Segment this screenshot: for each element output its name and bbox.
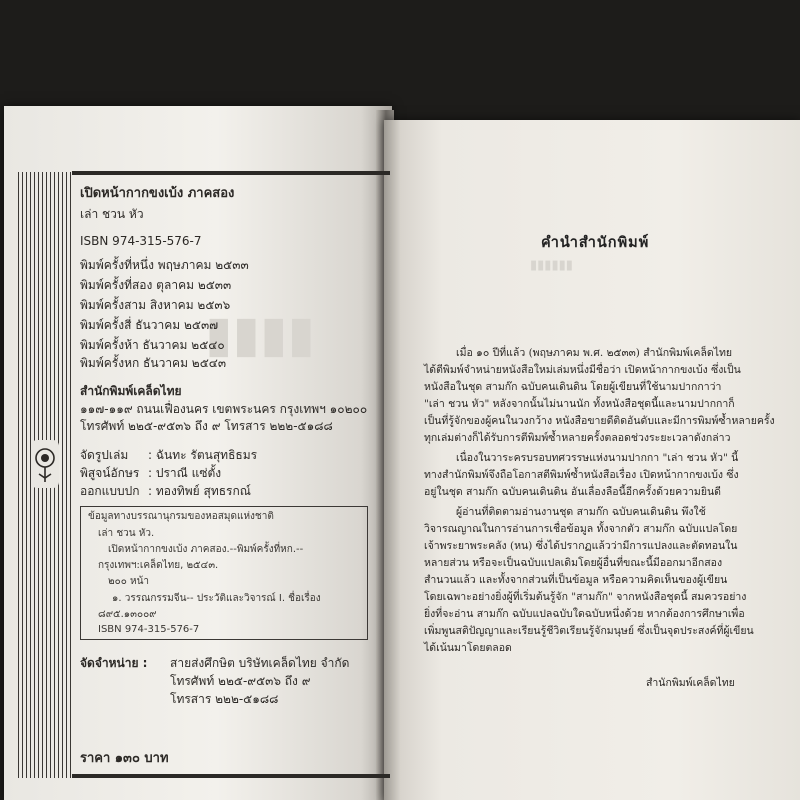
credit-name: : ฉันทะ รัตนสุทธิธมร [148, 448, 258, 462]
foreword-line: เนื่องในวาระครบรอบทศวรรษแห่งนามปากกา "เล่า ชวน หัว" นี้ [456, 452, 739, 464]
cip-line: ISBN 974-315-576-7 [98, 624, 200, 635]
foreword-line: วิจารณญาณในการอ่านการเชื่อข้อมูล ทั้งจากตัว สามก๊ก ฉบับแปลโดย [424, 523, 738, 535]
author-name: เล่า ชวน หัว [80, 207, 144, 221]
isbn: ISBN 974-315-576-7 [80, 234, 202, 248]
foreword-signature: สำนักพิมพ์เคล็ดไทย [646, 677, 735, 689]
credit-role: จัดรูปเล่ม [80, 448, 129, 462]
foreword-title: คำนำสำนักพิมพ์ [541, 235, 650, 251]
foreword-line: เจ้าพระยาพระคลัง (หน) ซึ่งได้ปรากฏแล้วว่ามีการแปลงและตัดทอนใน [424, 540, 738, 552]
cip-line: ๑. วรรณกรรมจีน-- ประวัติและวิจารณ์ I. ชื่อเรื่อง [112, 593, 321, 604]
printing-line: พิมพ์ครั้งสาม สิงหาคม ๒๕๓๖ [80, 298, 231, 312]
price: ราคา ๑๓๐ บาท [80, 751, 169, 766]
foreword-line: อยู่ในชุด สามก๊ก ฉบับคนเดินดิน อันเลื่องลือนี้อีกครั้งด้วยความยินดี [424, 486, 721, 498]
distribution-line: โทรสาร ๒๒๒-๕๑๘๘ [170, 692, 279, 706]
distribution-line: สายส่งศึกษิต บริษัทเคล็ดไทย จำกัด [170, 656, 350, 670]
printing-line: พิมพ์ครั้งสี่ ธันวาคม ๒๕๓๗ [80, 318, 219, 332]
distribution-line: โทรศัพท์ ๒๒๕-๙๕๓๖ ถึง ๙ [170, 674, 311, 688]
cip-line: ๘๙๕.๑๓๐๐๙ [98, 609, 157, 620]
foreword-line: เมื่อ ๑๐ ปีที่แล้ว (พฤษภาคม พ.ศ. ๒๕๓๓) สำนักพิมพ์เคล็ดไทย [456, 347, 733, 359]
credit-role: พิสูจน์อักษร [80, 466, 140, 480]
show-through-text: ▮▮▮▮ [205, 305, 316, 363]
top-rule [72, 171, 390, 175]
foreword-line: เป็นที่รู้จักของผู้คนในวงกว้าง หนังสือขายดีติดอันดับและมีการพิมพ์ซ้ำหลายครั้ง [424, 415, 775, 427]
foreword-line: โดยเฉพาะอย่างยิ่งผู้ที่เริ่มต้นรู้จัก "สามก๊ก" จากหนังสือชุดนี้ สมควรอย่าง [424, 591, 747, 603]
book-title: เปิดหน้ากากขงเบ้ง ภาคสอง [80, 186, 235, 201]
cip-line: ๒๐๐ หน้า [108, 576, 150, 587]
foreword-line: ยิ่งที่จะอ่าน สามก๊ก ฉบับแปลฉบับใดฉบับหนึ่งด้วย หากต้องการศึกษาเพื่อ [424, 608, 745, 620]
foreword-line: ได้เน้นมาโดยตลอด [424, 642, 512, 654]
flower-ornament-icon [31, 440, 59, 488]
printing-line: พิมพ์ครั้งหก ธันวาคม ๒๕๔๓ [80, 356, 227, 370]
publisher-address: ๑๑๗-๑๑๙ ถนนเฟื่องนคร เขตพระนคร กรุงเทพฯ ๑๐๒๐๐ [80, 402, 368, 416]
printing-line: พิมพ์ครั้งที่หนึ่ง พฤษภาคม ๒๕๓๓ [80, 258, 249, 272]
printing-line: พิมพ์ครั้งห้า ธันวาคม ๒๕๔๐ [80, 338, 225, 352]
foreword-line: ได้ตีพิมพ์จำหน่ายหนังสือใหม่เล่มหนึ่งมีชื่อว่า เปิดหน้ากากขงเบ้ง ซึ่งเป็น [424, 364, 741, 376]
foreword-line: หลายส่วน หรือจะเป็นฉบับแปลเดิมโดยผู้อื่นที่ขณะนี้มีออกมาอีกสอง [424, 557, 723, 569]
foreword-line: สำนวนแล้ว และทั้งจากส่วนที่เป็นข้อมูล หรือความคิดเห็นของผู้เขียน [424, 574, 728, 586]
publisher-name: สำนักพิมพ์เคล็ดไทย [80, 384, 182, 398]
foreword-line: ทุกเล่มต่างก็ได้รับการตีพิมพ์ซ้ำหลายครั้งตลอดช่วงระยะเวลาดังกล่าว [424, 432, 731, 444]
foreword-line: "เล่า ชวน หัว" หลังจากนั้นไม่นานนัก ทั้งหนังสือชุดนี้และนามปากกาก็ [424, 398, 735, 410]
credit-name: : ปราณี แซ่ตั้ง [148, 466, 222, 480]
bottom-rule [72, 774, 390, 778]
foreword-line: ผู้อ่านที่ติดตามอ่านงานชุด สามก๊ก ฉบับคนเดินดิน พึงใช้ [456, 506, 706, 518]
distribution-label: จัดจำหน่าย : [80, 656, 148, 670]
foreword-line: ทางสำนักพิมพ์จึงถือโอกาสตีพิมพ์ซ้ำหนังสือเรื่อง เปิดหน้ากากขงเบ้ง ซึ่ง [424, 469, 739, 481]
credit-role: ออกแบบปก [80, 484, 140, 498]
credit-name: : ทองทิพย์ สุทธรกณ์ [148, 484, 251, 498]
cip-line: ข้อมูลทางบรรณานุกรมของหอสมุดแห่งชาติ [88, 511, 274, 522]
foreword-line: เพิ่มพูนสติปัญญาและเรียนรู้ชีวิตเรียนรู้จักมนุษย์ ซึ่งเป็นจุดประสงค์ที่ผู้เขียน [424, 625, 754, 637]
printing-line: พิมพ์ครั้งที่สอง ตุลาคม ๒๕๓๓ [80, 278, 232, 292]
show-through-text: ▮▮▮▮▮▮ [530, 258, 573, 273]
foreword-line: หนังสือในชุด สามก๊ก ฉบับคนเดินดิน โดยผู้เขียนที่ใช้นามปากกาว่า [424, 381, 722, 393]
cip-line: เปิดหน้ากากขงเบ้ง ภาคสอง.--พิมพ์ครั้งที่หก.-- [108, 544, 304, 555]
publisher-phone-fax: โทรศัพท์ ๒๒๕-๙๕๓๖ ถึง ๙ โทรสาร ๒๒๒-๕๑๘๘ [80, 419, 333, 433]
cip-line: กรุงเทพฯ:เคล็ดไทย, ๒๕๔๓. [98, 560, 219, 571]
cip-line: เล่า ชวน หัว. [98, 528, 155, 539]
